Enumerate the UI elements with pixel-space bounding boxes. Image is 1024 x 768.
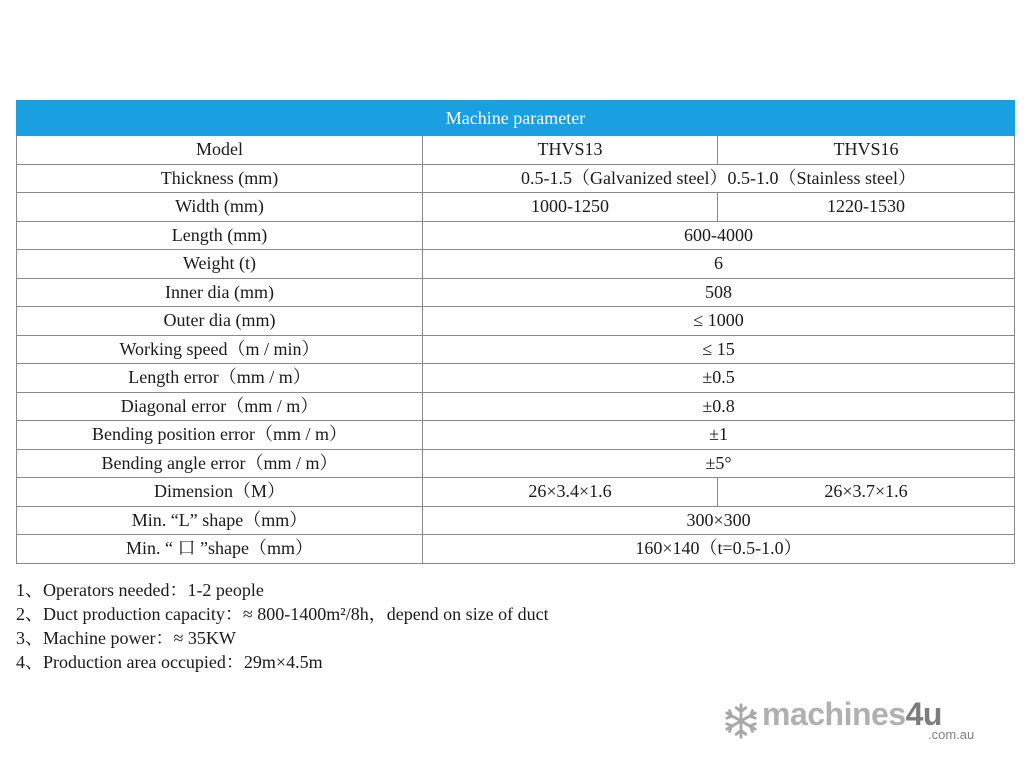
row-value: ±0.5 <box>423 364 1015 393</box>
row-label: Thickness (mm) <box>17 164 423 193</box>
table-row <box>17 136 1015 165</box>
row-value: 600-4000 <box>423 221 1015 250</box>
row-value: ±1 <box>423 421 1015 450</box>
row-value: ±0.8 <box>423 392 1015 421</box>
table-row <box>17 307 1015 336</box>
row-value-model-b: 26×3.7×1.6 <box>718 478 1015 507</box>
row-value: 300×300 <box>423 506 1015 535</box>
row-label: Min. “L” shape（mm） <box>17 506 423 535</box>
row-value: ≤ 15 <box>423 335 1015 364</box>
row-value: 0.5-1.5（Galvanized steel）0.5-1.0（Stainless steel） <box>423 164 1015 193</box>
row-value: 508 <box>423 278 1015 307</box>
table-row <box>17 392 1015 421</box>
row-value-model-a: 26×3.4×1.6 <box>423 478 718 507</box>
row-label: Working speed（m / min） <box>17 335 423 364</box>
row-label: Width (mm) <box>17 193 423 222</box>
brand-domain: .com.au <box>928 727 975 742</box>
table-row <box>17 278 1015 307</box>
table-row <box>17 421 1015 450</box>
table-row <box>17 250 1015 279</box>
table-row <box>17 478 1015 507</box>
row-value: ≤ 1000 <box>423 307 1015 336</box>
row-value-model-a: THVS13 <box>423 136 718 165</box>
table-row <box>17 364 1015 393</box>
table-row <box>17 449 1015 478</box>
table-title: Machine parameter <box>17 101 1015 136</box>
note-item: 3、Machine power：≈ 35KW <box>16 628 236 648</box>
table-row <box>17 164 1015 193</box>
row-value: 6 <box>423 250 1015 279</box>
row-value: ±5° <box>423 449 1015 478</box>
brand-name-accent: 4u <box>905 696 942 732</box>
row-label: Outer dia (mm) <box>17 307 423 336</box>
brand-logo <box>722 698 992 748</box>
snowflake-logo-icon <box>722 702 760 740</box>
row-label: Length (mm) <box>17 221 423 250</box>
table-row <box>17 535 1015 564</box>
table-row <box>17 193 1015 222</box>
row-label: Length error（mm / m） <box>17 364 423 393</box>
notes-list <box>16 578 549 674</box>
table-row <box>17 221 1015 250</box>
note-item: 4、Production area occupied：29m×4.5m <box>16 652 323 672</box>
row-value-model-b: THVS16 <box>718 136 1015 165</box>
row-label: Model <box>17 136 423 165</box>
brand-name <box>762 696 942 733</box>
row-label: Weight (t) <box>17 250 423 279</box>
table-row <box>17 506 1015 535</box>
row-label: Bending angle error（mm / m） <box>17 449 423 478</box>
row-label: Diagonal error（mm / m） <box>17 392 423 421</box>
row-label: Min. “ 口 ”shape（mm） <box>17 535 423 564</box>
row-label: Bending position error（mm / m） <box>17 421 423 450</box>
row-value-model-b: 1220-1530 <box>718 193 1015 222</box>
table-row <box>17 335 1015 364</box>
row-label: Inner dia (mm) <box>17 278 423 307</box>
machine-parameter-table <box>16 100 1015 564</box>
note-item: 1、Operators needed：1-2 people <box>16 580 264 600</box>
brand-name-main: machines <box>762 696 906 732</box>
row-value-model-a: 1000-1250 <box>423 193 718 222</box>
note-item: 2、Duct production capacity：≈ 800-1400m²/8h，depend on size of duct <box>16 604 549 624</box>
row-value: 160×140（t=0.5-1.0） <box>423 535 1015 564</box>
table-body <box>17 136 1015 564</box>
row-label: Dimension（M） <box>17 478 423 507</box>
